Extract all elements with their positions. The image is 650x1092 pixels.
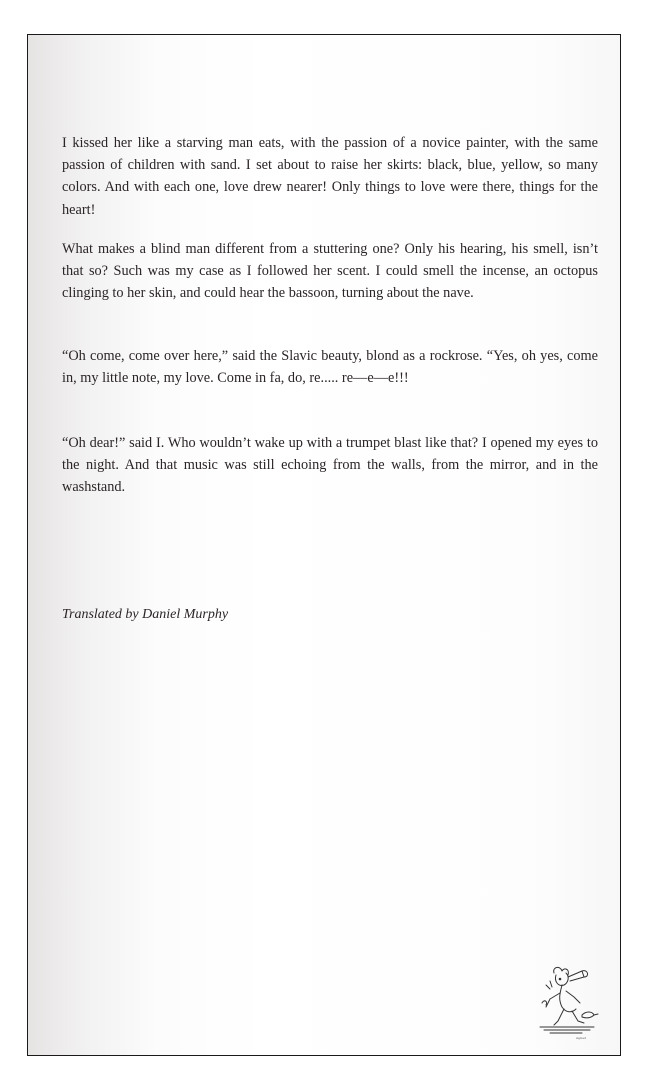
musician-sketch-icon — [532, 963, 602, 1043]
paragraph-4: “Oh dear!” said I. Who wouldn’t wake up with a trumpet blast like that? I opened my eyes to the night. And that music was still echoing from the walls, from the mirror, and in the washstand. — [62, 435, 598, 496]
paragraph-2: What makes a blind man different from a stuttering one? Only his hearing, his smell, isn’t that so? Such was my case as I followed her scent. I could smell the incense, an octopus clinging to her skin, and could hear the bassoon, turning about the nave. — [62, 241, 598, 302]
paragraph-3: “Oh come, come over here,” said the Slavic beauty, blond as a rockrose. “Yes, oh yes, come in, my little note, my love. Come in fa, do, re..... re—e—e!!! — [62, 348, 598, 387]
svg-text:signed: signed — [576, 1036, 587, 1040]
translator-credit: Translated by Daniel Murphy — [62, 607, 229, 622]
book-page — [27, 34, 621, 1056]
paragraph-1: I kissed her like a starving man eats, with the passion of a novice painter, with the same passion of children with sand. I set about to raise her skirts: black, blue, yellow, so many colors. And with each one, love drew nearer! Only things to love were there, things for the heart! — [62, 135, 598, 218]
